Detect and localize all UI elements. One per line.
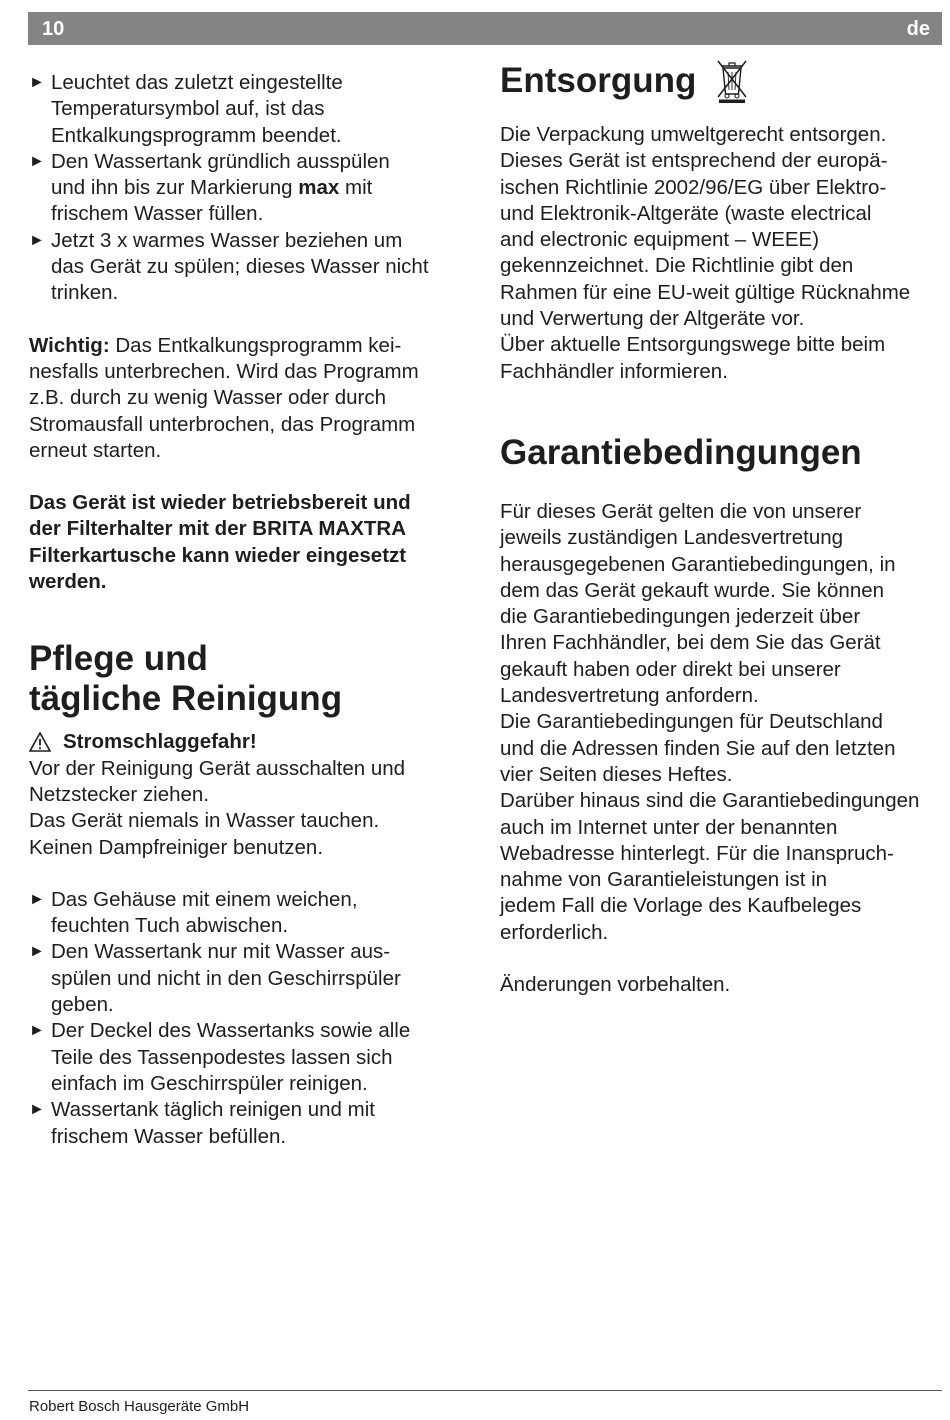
important-label: Wichtig: (29, 333, 110, 357)
ready-notice: Das Gerät ist wieder betriebsbereit und der Filterhalter mit der BRITA MAXTRA Filterkartusche kann wieder eingesetzt werden. (29, 491, 411, 594)
list-item: ► Das Gehäuse mit einem weichen, feuchten Tuch abwischen. (29, 887, 358, 938)
warning-triangle-icon (29, 732, 51, 752)
footer-company: Robert Bosch Hausgeräte GmbH (29, 1398, 250, 1415)
page-number: 10 (42, 18, 65, 40)
right-column (500, 56, 946, 998)
left-column (29, 70, 477, 1150)
bullet-arrow-icon: ► (29, 231, 45, 249)
max-marker-text: max (298, 176, 340, 200)
page-header-bar (28, 12, 942, 45)
weee-crossed-bin-icon (714, 58, 750, 104)
language-code: de (906, 18, 930, 40)
bullet-arrow-icon: ► (29, 1101, 45, 1119)
list-item: ► Den Wassertank gründlich ausspülen und ihn bis zur Markierung max mit frischem Wasser füllen. (29, 149, 390, 226)
disposal-heading-row (500, 56, 946, 106)
list-item: ► Der Deckel des Wassertanks sowie alle Teile des Tassenpodestes lassen sich einfach im Geschirrspüler reinigen. (29, 1019, 411, 1095)
disposal-heading: Entsorgung (500, 61, 697, 100)
list-item: ► Wassertank täglich reinigen und mit frischem Wasser befüllen. (29, 1098, 375, 1148)
changes-note: Änderungen vorbehalten. (500, 973, 731, 997)
warning-text: Vor der Reinigung Gerät ausschalten und Netzstecker ziehen. Das Gerät niemals in Wasser tauchen. Keinen Dampfreiniger benutzen. (29, 756, 406, 859)
disposal-text: Die Verpackung umweltgerecht entsorgen. Dieses Gerät ist entsprechend der europä- ischen Richtlinie 2002/96/EG über Elektro- und Elektronik-Altgeräte (waste electrical and electronic equipment – WEEE) gekennzeichnet. Die Richtlinie gibt den Rahmen für eine EU-weit gültige Rücknahme und Verwertung der Altgeräte vor. Über aktuelle Entsorgungswege bitte beim Fachhändler informieren. (500, 123, 911, 383)
warranty-text: Für dieses Gerät gelten die von unserer jeweils zuständigen Landesvertretung herausgegebenen Garantiebedingungen, in dem das Gerät gekauft wurde. Sie können die Garantiebedingungen jederzeit über Ihren Fachhändler, bei dem Sie das Gerät gekauft haben oder direkt bei unserer Landesvertretung anfordern. Die Garantiebedingungen für Deutschland und die Adressen finden Sie auf den letzten vier Seiten dieses Heftes. Darüber hinaus sind die Garantiebedingungen auch im Internet unter der benannten Webadresse hinterlegt. Für die Inanspruch- nahme von Garantieleistungen ist in jedem Fall die Vorlage des Kaufbeleges erforderlich. (500, 499, 920, 944)
warning-label: Stromschlaggefahr! (63, 730, 257, 754)
care-heading: Pflege und tägliche Reinigung (29, 639, 343, 719)
bullet-arrow-icon: ► (29, 943, 45, 961)
bullet-arrow-icon: ► (29, 890, 45, 908)
bullet-arrow-icon: ► (29, 74, 45, 91)
important-note: Wichtig: Das Entkalkungsprogramm kei- nesfalls unterbrechen. Wird das Programm z.B. durch zu wenig Wasser oder durch Stromausfall unterbrochen, das Programm erneut starten. (29, 333, 419, 462)
warranty-heading: Garantiebedingungen (500, 432, 862, 472)
footer-divider (28, 1390, 942, 1391)
bullet-arrow-icon: ► (29, 1022, 45, 1040)
warning-row (29, 729, 477, 755)
bullet-arrow-icon: ► (29, 152, 45, 170)
list-item: ► Jetzt 3 x warmes Wasser beziehen um das Gerät zu spülen; dieses Wasser nicht trinken. (29, 228, 429, 305)
list-item: ► Den Wassertank nur mit Wasser aus- spülen und nicht in den Geschirrspüler geben. (29, 940, 401, 1017)
list-item: ► Leuchtet das zuletzt eingestellte Temperatursymbol auf, ist das Entkalkungsprogramm beendet. (29, 71, 343, 147)
